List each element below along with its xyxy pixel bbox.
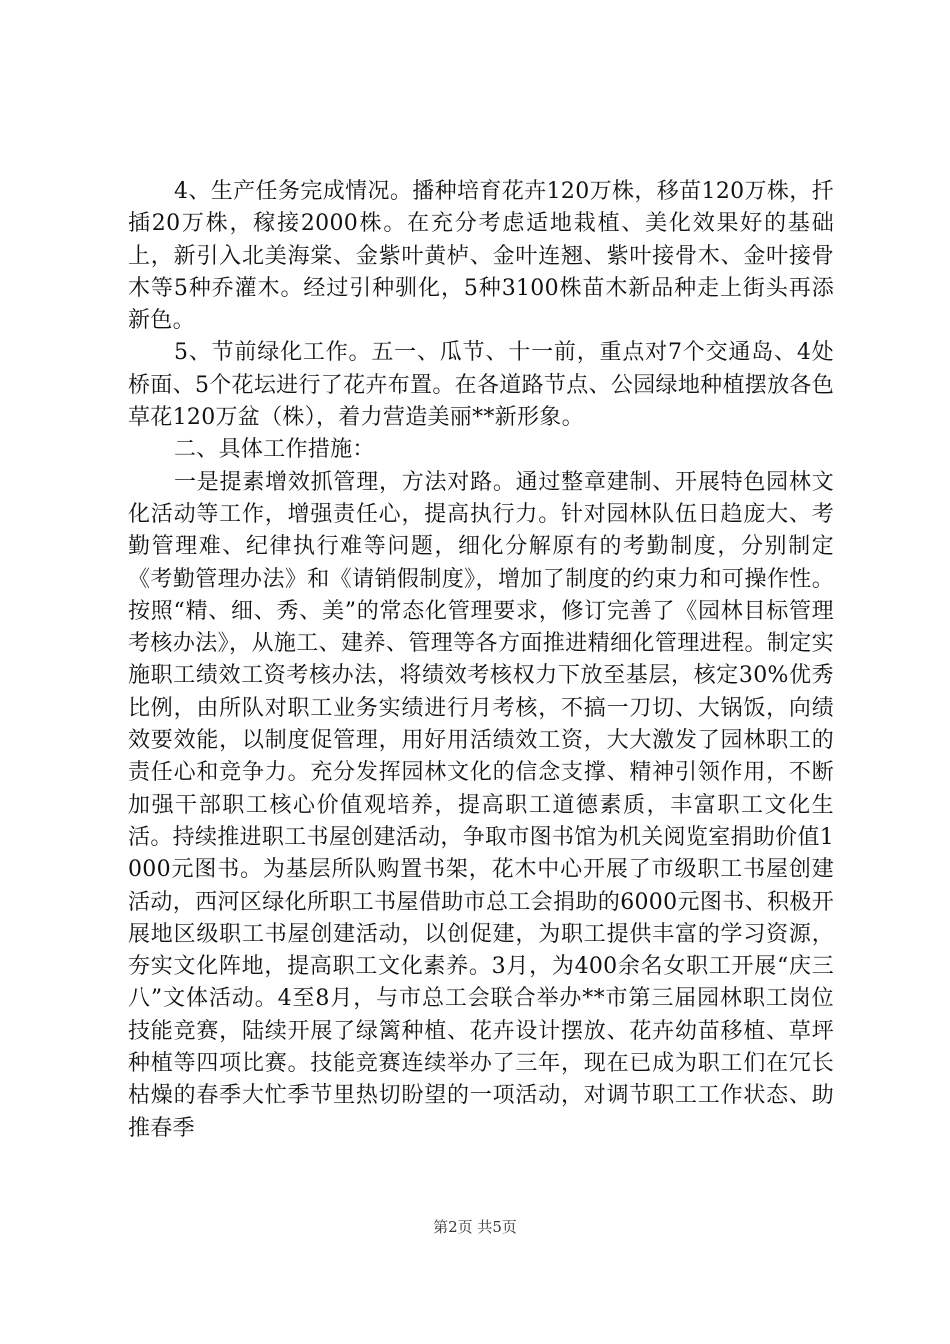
- paragraph-management-measures: 一是提素增效抓管理，方法对路。通过整章建制、开展特色园林文化活动等工作，增强责任心，提高执行力。针对园林队伍日趋庞大、考勤管理难、纪律执行难等问题，细化分解原有的考勤制度，分别制定《考勤管理办法》和《请销假制度》，增加了制度的约束力和可操作性。按照“精、细、秀、美”的常态化管理要求，修订完善了《园林目标管理考核办法》，从施工、建养、管理等各方面推进精细化管理进程。制定实施职工绩效工资考核办法，将绩效考核权力下放至基层，核定30%优秀比例，由所队对职工业务实绩进行月考核，不搞一刀切、大锅饭，向绩效要效能，以制度促管理，用好用活绩效工资，大大激发了园林职工的责任心和竞争力。充分发挥园林文化的信念支撑、精神引领作用，不断加强干部职工核心价值观培养，提高职工道德素质，丰富职工文化生活。持续推进职工书屋创建活动，争取市图书馆为机关阅览室捐助价值1000元图书。为基层所队购置书架，花木中心开展了市级职工书屋创建活动，西河区绿化所职工书屋借助市总工会捐助的6000元图书、积极开展地区级职工书屋创建活动，以创促建，为职工提供丰富的学习资源，夯实文化阵地，提高职工文化素养。3月，为400余名女职工开展“庆三八”文体活动。4至8月，与市总工会联合举办**市第三届园林职工岗位技能竞赛，陆续开展了绿篱种植、花卉设计摆放、花卉幼苗移植、草坪种植等四项比赛。技能竞赛连续举办了三年，现在已成为职工们在冗长枯燥的春季大忙季节里热切盼望的一项活动，对调节职工工作状态、助推春季: [128, 469, 834, 1141]
- section-heading-measures: 二、具体工作措施：: [174, 437, 375, 463]
- document-body: [128, 176, 834, 1145]
- paragraph-production-tasks: 4、生产任务完成情况。播种培育花卉120万株，移苗120万株，扦插20万株，稼接2000株。在充分考虑适地栽植、美化效果好的基础上，新引入北美海棠、金紫叶黄栌、金叶连翘、紫叶接骨木、金叶接骨木等5种乔灌木。经过引种驯化，5种3100株苗木新品种走上街头再添新色。: [128, 179, 834, 334]
- page-number-footer: 第2页 共5页: [433, 1218, 517, 1236]
- paragraph-holiday-greening: 5、节前绿化工作。五一、瓜节、十一前，重点对7个交通岛、4处桥面、5个花坛进行了花卉布置。在各道路节点、公园绿地种植摆放各色草花120万盆（株），着力营造美丽**新形象。: [128, 340, 834, 431]
